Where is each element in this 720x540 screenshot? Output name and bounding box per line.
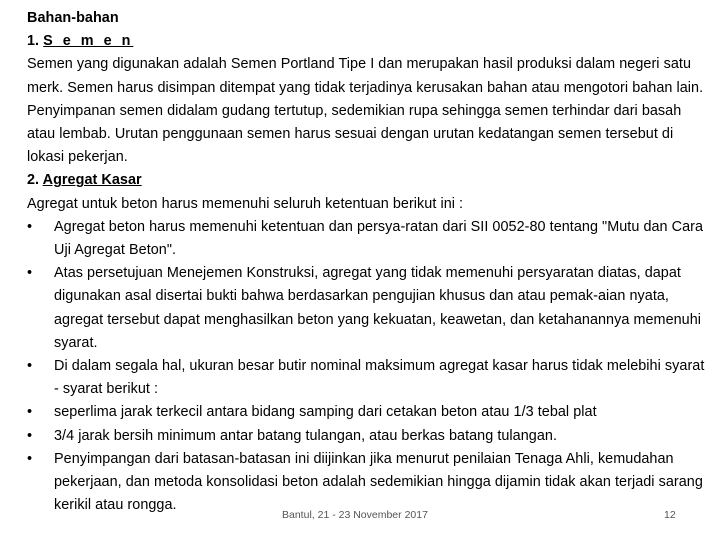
bullet-text: Atas persetujuan Menejemen Konstruksi, agregat yang tidak memenuhi persyaratan diatas, dapat digunakan asal disertai bukti bahwa berdasarkan pengujian khusus dan atau pemak-aian nyata, agregat tersebut dapat menghasilkan beton yang kekuatan, keawetan, dan ketahanannya memenuhi syarat. xyxy=(54,265,702,351)
bullet-text: Penyimpangan dari batasan-batasan ini diijinkan jika menurut penilaian Tenaga Ahli, kemudahan pekerjaan, dan metoda konsolidasi beton adalah sedemikian hingga dijamin tidak akan terjadi sarang kerikil atau rongga. xyxy=(54,450,703,514)
section2-intro: Agregat untuk beton harus memenuhi seluruh ketentuan berikut ini : xyxy=(27,195,464,212)
section1-heading xyxy=(27,30,707,53)
bullet-item xyxy=(27,401,707,424)
bullet-dot-icon: • xyxy=(27,427,33,444)
bullet-item xyxy=(27,216,707,262)
page-number: 12 xyxy=(664,509,676,521)
section1-title: S e m e n xyxy=(43,33,134,50)
slide-content xyxy=(27,7,707,517)
bullet-item xyxy=(27,425,707,448)
bullet-dot-icon: • xyxy=(27,358,33,375)
bullet-text: seperlima jarak terkecil antara bidang samping dari cetakan beton atau 1/3 tebal plat xyxy=(54,404,597,421)
bullet-item xyxy=(27,262,707,355)
bullet-text: Di dalam segala hal, ukuran besar butir nominal maksimum agregat kasar harus tidak melebihi syarat - syarat berikut : xyxy=(54,358,705,398)
bullet-dot-icon: • xyxy=(27,218,33,235)
section2-title: Agregat Kasar xyxy=(42,172,142,189)
heading-title: Bahan-bahan xyxy=(27,10,119,26)
section2-heading xyxy=(27,169,707,192)
bullet-item xyxy=(27,355,707,401)
section1-number: 1. xyxy=(27,33,40,50)
bullet-dot-icon: • xyxy=(27,404,33,421)
bullet-item xyxy=(27,448,707,518)
bullet-text: Agregat beton harus memenuhi ketentuan dan persya-ratan dari SII 0052-80 tentang "Mutu dan Cara Uji Agregat Beton". xyxy=(54,218,704,259)
bullet-dot-icon: • xyxy=(27,265,33,282)
bullet-text: 3/4 jarak bersih minimum antar batang tulangan, atau berkas batang tulangan. xyxy=(54,427,557,444)
footer-date: Bantul, 21 - 23 November 2017 xyxy=(282,509,428,521)
section2-number: 2. xyxy=(27,172,40,189)
bullet-dot-icon: • xyxy=(27,450,33,467)
section1-paragraph: Semen yang digunakan adalah Semen Portland Tipe I dan merupakan hasil produksi dalam negeri satu merk. Semen harus disimpan ditempat yang tidak terjadinya kerusakan bahan atau mengotori bahan lain. Penyimpanan semen didalam gudang tertutup, sedemikian rupa sehingga semen terhindar dari basah atau lembab. Urutan penggunaan semen harus sesuai dengan urutan kedatangan semen tersebut di lokasi pekerjan. xyxy=(27,56,704,166)
